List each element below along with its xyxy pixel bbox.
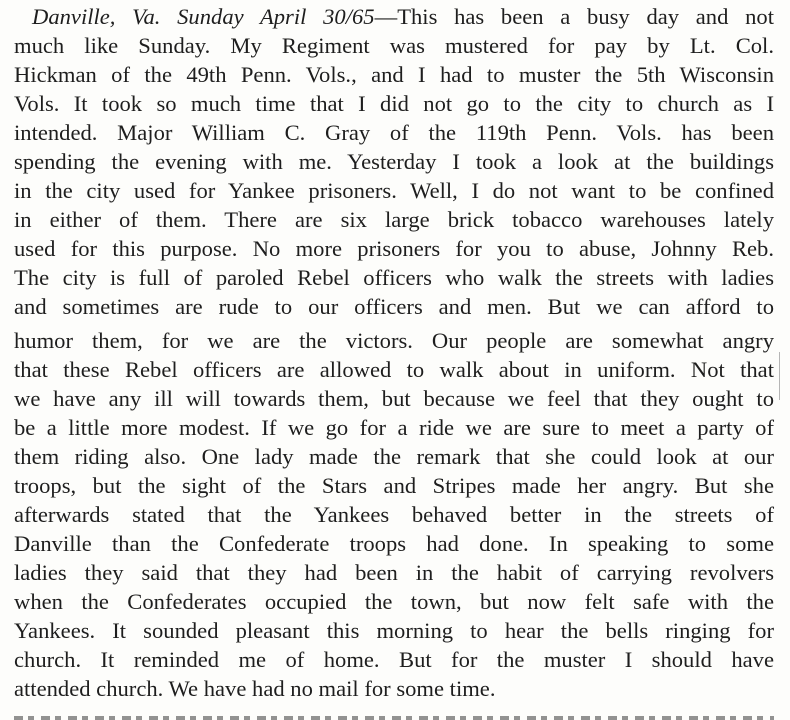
- text-line: Vols. It took so much time that I did not go to the city to church as I: [14, 91, 774, 116]
- text-line: troops, but the sight of the Stars and Stripes made her angry. But she: [14, 473, 774, 498]
- text-line: humor them, for we are the victors. Our people are somewhat angry: [14, 328, 774, 353]
- cropped-next-line: [14, 707, 774, 720]
- text-line: Danville than the Confederate troops had done. In speaking to some: [14, 531, 774, 556]
- text-line: church. It reminded me of home. But for the muster I should have: [14, 647, 774, 672]
- text-line: spending the evening with me. Yesterday I took a look at the buildings: [14, 149, 774, 174]
- text-line: in either of them. There are six large brick tobacco warehouses lately: [14, 207, 774, 232]
- text-line: that these Rebel officers are allowed to walk about in uniform. Not that: [14, 357, 774, 382]
- text-line: when the Confederates occupied the town, but now felt safe with the: [14, 589, 774, 614]
- text-line: in the city used for Yankee prisoners. Well, I do not want to be confined: [14, 178, 774, 203]
- text-line: Yankees. It sounded pleasant this morning to hear the bells ringing for: [14, 618, 774, 643]
- text-line: [14, 2, 774, 31]
- text-line: we have any ill will towards them, but because we feel that they ought to: [14, 386, 774, 411]
- diary-entry: [14, 2, 774, 703]
- entry-opening: —This has been a busy day and not: [374, 4, 774, 29]
- text-line: used for this purpose. No more prisoners for you to abuse, Johnny Reb.: [14, 236, 774, 261]
- text-line: much like Sunday. My Regiment was mustered for pay by Lt. Col.: [14, 33, 774, 58]
- cropped-text-fragment: [14, 716, 774, 720]
- text-line: Hickman of the 49th Penn. Vols., and I had to muster the 5th Wisconsin: [14, 62, 774, 87]
- text-line: afterwards stated that the Yankees behaved better in the streets of: [14, 502, 774, 527]
- text-line: and sometimes are rude to our officers and men. But we can afford to: [14, 294, 774, 319]
- text-line: them riding also. One lady made the remark that she could look at our: [14, 444, 774, 469]
- text-line: ladies they said that they had been in the habit of carrying revolvers: [14, 560, 774, 585]
- entry-dateline: Danville, Va. Sunday April 30/65: [32, 4, 375, 29]
- page-fold-mark: [779, 352, 780, 400]
- text-line: attended church. We have had no mail for some time.: [14, 676, 496, 701]
- text-line: The city is full of paroled Rebel officers who walk the streets with ladies: [14, 265, 774, 290]
- text-line: intended. Major William C. Gray of the 119th Penn. Vols. has been: [14, 120, 774, 145]
- text-line: be a little more modest. If we go for a ride we are sure to meet a party of: [14, 415, 774, 440]
